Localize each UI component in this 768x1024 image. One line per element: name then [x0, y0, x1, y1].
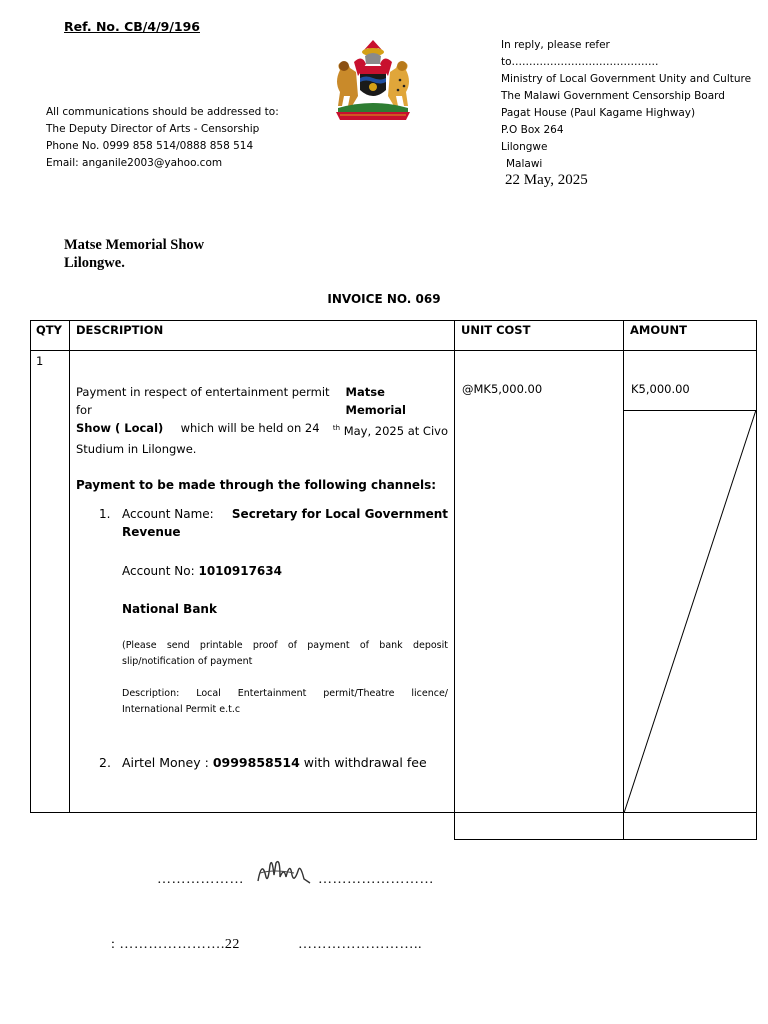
account-number: Account No: 1010917634	[122, 564, 282, 578]
unit-cost-value: @MK5,000.00	[462, 382, 543, 396]
coat-of-arms-emblem	[326, 36, 420, 124]
addressee-name: Matse Memorial Show	[64, 237, 205, 253]
amount-value: K5,000.00	[631, 382, 690, 396]
header-unit-cost: UNIT COST	[461, 323, 531, 337]
handwritten-signature	[254, 853, 314, 889]
channel-1-number: 1.	[99, 507, 111, 521]
comm-line: Phone No. 0999 858 514/0888 858 514	[46, 140, 254, 152]
comm-line: All communications should be addressed to:	[46, 106, 279, 118]
bank-name: National Bank	[122, 602, 217, 616]
signature-dots-right: ……………………	[318, 872, 434, 887]
signature-dots-left: ………………	[157, 872, 244, 887]
header-qty: QTY	[36, 323, 62, 337]
payment-channels-title: Payment to be made through the following channels:	[76, 478, 437, 492]
reply-line: Malawi	[506, 158, 543, 170]
addressee-city: Lilongwe.	[64, 255, 125, 271]
reply-address-block	[501, 37, 768, 173]
comm-line: The Deputy Director of Arts - Censorship	[46, 123, 260, 135]
channel-2-number: 2.	[99, 755, 111, 770]
comm-line: Email: anganile2003@yahoo.com	[46, 157, 223, 169]
date-dots-right: ……………………..	[298, 937, 422, 952]
reply-line: P.O Box 264	[501, 124, 564, 136]
channel-1-account-name: Account Name: Secretary for Local Government Revenue	[122, 507, 448, 539]
reply-line: The Malawi Government Censorship Board	[501, 90, 725, 102]
description-paragraph: Payment in respect of entertainment permit for Matse Memorial Show ( Local) which will be held on 24 $^{th}$ May, 2025 at Civo Studium in Lilongwe.	[76, 385, 448, 456]
header-description: DESCRIPTION	[76, 323, 164, 337]
document-date: 22 May, 2025	[505, 172, 588, 188]
proof-note: (Please send printable proof of payment of bank deposit slip/notification of payment	[122, 640, 448, 667]
amount-strike-line	[623, 410, 757, 813]
reply-line: In reply, please refer to……………………………………	[501, 39, 659, 68]
header-amount: AMOUNT	[630, 323, 687, 337]
invoice-title: INVOICE NO. 069	[327, 292, 441, 306]
reference-number: Ref. No. CB/4/9/196	[64, 19, 200, 34]
qty-value: 1	[36, 354, 44, 368]
description-note: Description: Local Entertainment permit/Theatre licence/ International Permit e.t.c	[122, 688, 448, 715]
channel-2-airtel-money: Airtel Money : 0999858514 with withdrawal fee	[122, 755, 427, 770]
reply-line: Ministry of Local Government Unity and Culture	[501, 73, 752, 85]
reply-line: Pagat House (Paul Kagame Highway)	[501, 107, 696, 119]
communications-block	[46, 104, 279, 172]
reply-line: Lilongwe	[501, 141, 548, 153]
addressee-block	[64, 236, 204, 272]
date-dots-left: : ………………….22	[111, 937, 240, 952]
